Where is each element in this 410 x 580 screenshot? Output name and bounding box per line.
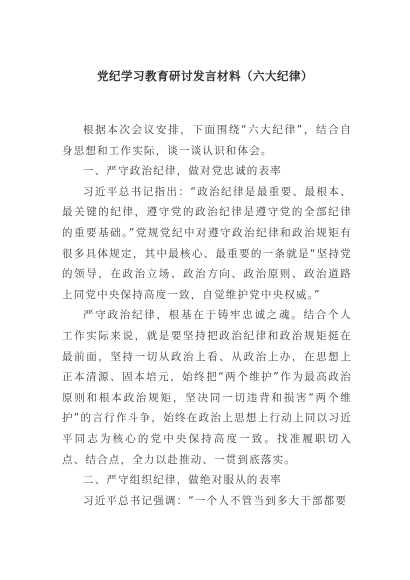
section-heading-2: 二、严守组织纪律，做绝对服从的表率 <box>83 474 282 487</box>
paragraph-discussion-1: 严守政治纪律，根基在于铸牢忠诚之魂。结合个人工作实际来说，就是要坚持把政治纪律和政治规矩挺在最前面，坚持一切从政治上看、从政治上办，在思想上正本清源、固本培元，始终把“两个维护”作为最高政治原则和根本政治规矩，坚决同一切违背和损害“两个维护”的言行作斗争，始终在政治上思想上行动上同以习近平同志为核心的党中央保持高度一致。找准履职切入点、结合点，全力以赴推动、一贯到底落实。 <box>62 309 352 466</box>
document-body <box>62 120 352 511</box>
paragraph-quote-1: 习近平总书记指出：“政治纪律是最重要、最根本、最关键的纪律，遵守党的政治纪律是遵守党的全部纪律的重要基础。”党规党纪中对遵守政治纪律和政治规矩有很多具体规定，其中最核心、最重要的一条就是“坚持党的领导，在政治立场、政治方向、政治原则、政治道路上同党中央保持高度一致，自觉维护党中央权威。” <box>62 185 352 301</box>
document-title: 党纪学习教育研讨发言材料（六大纪律） <box>97 69 313 83</box>
paragraph-intro: 根据本次会议安排，下面围绕“六大纪律”，结合自身思想和工作实际，谈一谈认识和体会。 <box>62 124 352 157</box>
section-heading-1: 一、严守政治纪律，做对党忠诚的表率 <box>83 165 282 178</box>
paragraph-quote-2: 习近平总书记强调：“一个人不管当到多大干部都要 <box>83 494 348 507</box>
